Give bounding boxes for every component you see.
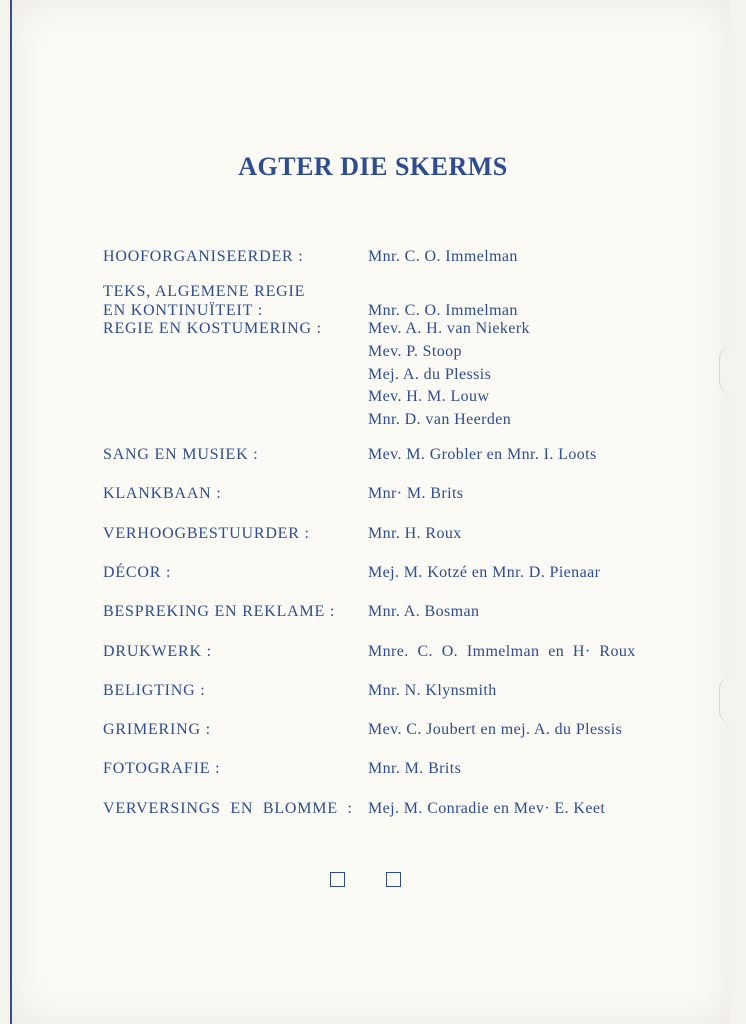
credit-label-teks-line1: TEKS, ALGEMENE REGIE [103,283,306,300]
credit-label-sang: SANG EN MUSIEK : [103,446,259,463]
credit-label-decor: DÉCOR : [103,564,172,581]
credit-value-fotografie: Mnr. M. Brits [368,760,462,777]
credit-value-sang: Mev. M. Grobler en Mnr. I. Loots [368,446,597,463]
credit-value-regie-1: Mev. A. H. van Niekerk [368,320,530,337]
credit-value-regie-4: Mev. H. M. Louw [368,388,490,405]
credit-value-beligting: Mnr. N. Klynsmith [368,682,497,699]
credit-value-regie-5: Mnr. D. van Heerden [368,411,512,428]
square-ornament-icon [330,872,345,887]
credit-value-hooforganiseerder: Mnr. C. O. Immelman [368,248,518,265]
credit-value-klankbaan: Mnr· M. Brits [368,485,464,502]
credit-label-drukwerk: DRUKWERK : [103,643,212,660]
page-title: AGTER DIE SKERMS [238,152,508,181]
credit-value-verhoog: Mnr. H. Roux [368,525,462,542]
square-ornament-icon [386,872,401,887]
credit-label-hooforganiseerder: HOOFORGANISEERDER : [103,248,304,265]
credit-value-verversings: Mej. M. Conradie en Mev· E. Keet [368,800,606,817]
credit-label-fotografie: FOTOGRAFIE : [103,760,221,777]
credit-value-drukwerk: Mnre. C. O. Immelman en H· Roux [368,643,636,660]
credit-label-klankbaan: KLANKBAAN : [103,485,222,502]
credit-label-beligting: BELIGTING : [103,682,206,699]
credit-label-verhoog: VERHOOGBESTUURDER : [103,525,310,542]
credit-label-grimering: GRIMERING : [103,721,211,738]
ornament-boxes [330,872,410,890]
credit-value-regie-3: Mej. A. du Plessis [368,366,492,383]
page-notch [719,676,732,724]
credit-value-regie-2: Mev. P. Stoop [368,343,462,360]
credit-label-regie: REGIE EN KOSTUMERING : [103,320,322,337]
credit-value-grimering: Mev. C. Joubert en mej. A. du Plessis [368,721,623,738]
credit-label-verversings: VERVERSINGS EN BLOMME : [103,800,353,817]
page-notch [719,346,732,394]
credit-label-teks-line2: EN KONTINUÏTEIT : [103,302,263,319]
credit-value-teks: Mnr. C. O. Immelman [368,302,518,319]
credit-value-bespreking: Mnr. A. Bosman [368,603,480,620]
credit-value-decor: Mej. M. Kotzé en Mnr. D. Pienaar [368,564,601,581]
credit-label-bespreking: BESPREKING EN REKLAME : [103,603,336,620]
